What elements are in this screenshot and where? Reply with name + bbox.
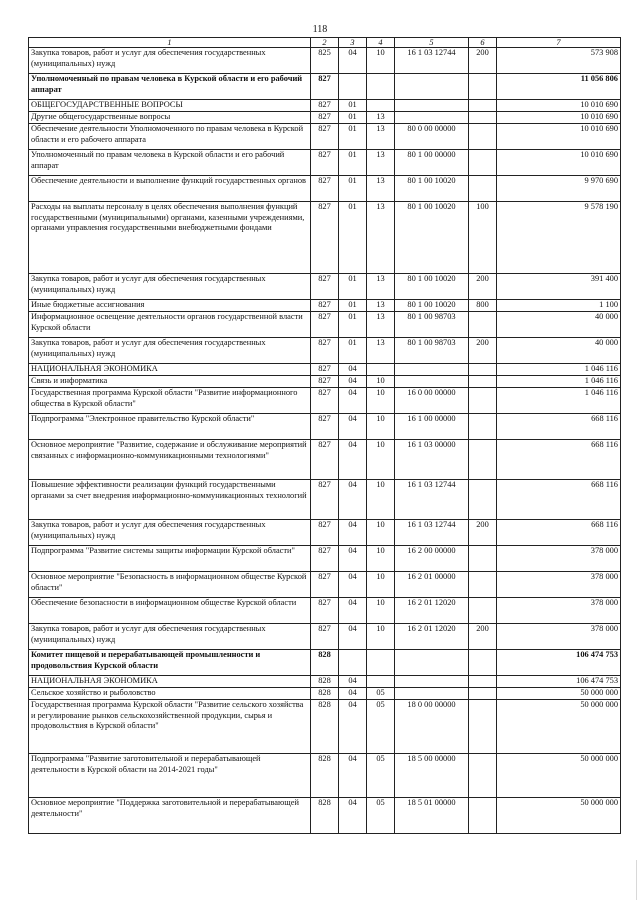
table-row: [29, 598, 621, 624]
table-row: [29, 650, 621, 676]
expense-type-cell: [469, 676, 497, 688]
section-code-cell: 01: [339, 312, 367, 338]
expense-type-cell: [469, 688, 497, 700]
amount-cell: 10 010 690: [497, 100, 621, 112]
item-name-cell: Закупка товаров, работ и услуг для обеспечения государственных (муниципальных) нужд: [29, 520, 311, 546]
table-row: [29, 520, 621, 546]
item-name-cell: Закупка товаров, работ и услуг для обеспечения государственных (муниципальных) нужд: [29, 338, 311, 364]
target-article-cell: 80 1 00 00000: [395, 150, 469, 176]
expense-type-cell: [469, 150, 497, 176]
subsection-code-cell: 10: [367, 520, 395, 546]
ministry-code-cell: 827: [311, 300, 339, 312]
target-article-cell: [395, 364, 469, 376]
ministry-code-cell: 825: [311, 48, 339, 74]
subsection-code-cell: 13: [367, 300, 395, 312]
ministry-code-cell: 827: [311, 598, 339, 624]
table-row: [29, 546, 621, 572]
table-row: [29, 274, 621, 300]
table-row: [29, 624, 621, 650]
subsection-code-cell: 13: [367, 312, 395, 338]
ministry-code-cell: 827: [311, 176, 339, 202]
amount-cell: 668 116: [497, 520, 621, 546]
section-code-cell: 04: [339, 624, 367, 650]
section-code-cell: 01: [339, 274, 367, 300]
amount-cell: 378 000: [497, 624, 621, 650]
ministry-code-cell: 827: [311, 376, 339, 388]
target-article-cell: 16 2 00 00000: [395, 546, 469, 572]
expense-type-cell: 100: [469, 202, 497, 274]
item-name-cell: Информационное освещение деятельности органов государственной власти Курской области: [29, 312, 311, 338]
amount-cell: 1 100: [497, 300, 621, 312]
expense-type-cell: [469, 388, 497, 414]
subsection-code-cell: 10: [367, 480, 395, 520]
expense-type-cell: [469, 312, 497, 338]
amount-cell: 391 400: [497, 274, 621, 300]
ministry-code-cell: 827: [311, 480, 339, 520]
section-code-cell: 04: [339, 480, 367, 520]
section-code-cell: 04: [339, 48, 367, 74]
section-code-cell: 04: [339, 754, 367, 798]
expense-type-cell: 200: [469, 48, 497, 74]
amount-cell: 378 000: [497, 572, 621, 598]
section-code-cell: 01: [339, 176, 367, 202]
ministry-code-cell: 827: [311, 274, 339, 300]
expense-type-cell: [469, 112, 497, 124]
section-code-cell: 04: [339, 546, 367, 572]
ministry-code-cell: 828: [311, 700, 339, 754]
section-code-cell: 01: [339, 338, 367, 364]
section-code-cell: 04: [339, 388, 367, 414]
expense-type-cell: [469, 100, 497, 112]
table-row: [29, 440, 621, 480]
item-name-cell: Обеспечение деятельности Уполномоченного по правам человека в Курской области и его рабочего аппарата: [29, 124, 311, 150]
table-row: [29, 312, 621, 338]
table-row: [29, 376, 621, 388]
ministry-code-cell: 828: [311, 798, 339, 834]
amount-cell: 10 010 690: [497, 150, 621, 176]
target-article-cell: [395, 376, 469, 388]
subsection-code-cell: 13: [367, 124, 395, 150]
ministry-code-cell: 827: [311, 150, 339, 176]
item-name-cell: Повышение эффективности реализации функций государственными органами за счет внедрения информационно-коммуникационных технологий: [29, 480, 311, 520]
item-name-cell: Иные бюджетные ассигнования: [29, 300, 311, 312]
expense-type-cell: [469, 480, 497, 520]
amount-cell: 50 000 000: [497, 754, 621, 798]
amount-cell: 50 000 000: [497, 688, 621, 700]
amount-cell: 9 578 190: [497, 202, 621, 274]
item-name-cell: НАЦИОНАЛЬНАЯ ЭКОНОМИКА: [29, 364, 311, 376]
ministry-code-cell: 827: [311, 414, 339, 440]
target-article-cell: 16 2 01 00000: [395, 572, 469, 598]
table-row: [29, 74, 621, 100]
table-row: [29, 754, 621, 798]
table-row: [29, 388, 621, 414]
target-article-cell: 16 1 03 00000: [395, 440, 469, 480]
header-cell: 6: [469, 38, 497, 48]
amount-cell: 106 474 753: [497, 676, 621, 688]
item-name-cell: Обеспечение деятельности и выполнение функций государственных органов: [29, 176, 311, 202]
target-article-cell: 18 5 00 00000: [395, 754, 469, 798]
ministry-code-cell: 827: [311, 440, 339, 480]
header-cell: 3: [339, 38, 367, 48]
item-name-cell: Закупка товаров, работ и услуг для обеспечения государственных (муниципальных) нужд: [29, 274, 311, 300]
section-code-cell: 04: [339, 688, 367, 700]
ministry-code-cell: 827: [311, 546, 339, 572]
table-row: [29, 688, 621, 700]
section-code-cell: 04: [339, 364, 367, 376]
subsection-code-cell: 10: [367, 546, 395, 572]
section-code-cell: 01: [339, 300, 367, 312]
section-code-cell: 04: [339, 440, 367, 480]
subsection-code-cell: [367, 74, 395, 100]
expense-type-cell: 800: [469, 300, 497, 312]
amount-cell: 40 000: [497, 312, 621, 338]
table-row: [29, 150, 621, 176]
header-cell: 5: [395, 38, 469, 48]
ministry-code-cell: 827: [311, 202, 339, 274]
amount-cell: 378 000: [497, 598, 621, 624]
ministry-code-cell: 828: [311, 754, 339, 798]
table-row: [29, 480, 621, 520]
target-article-cell: 80 1 00 10020: [395, 202, 469, 274]
table-row: [29, 124, 621, 150]
ministry-code-cell: 827: [311, 124, 339, 150]
amount-cell: 106 474 753: [497, 650, 621, 676]
item-name-cell: Государственная программа Курской области "Развитие сельского хозяйства и регулирование рынков сельскохозяйственной продукции, сырья и продовольствия в Курской области": [29, 700, 311, 754]
amount-cell: 668 116: [497, 414, 621, 440]
target-article-cell: 16 2 01 12020: [395, 624, 469, 650]
section-code-cell: 04: [339, 520, 367, 546]
target-article-cell: 80 1 00 10020: [395, 274, 469, 300]
expense-type-cell: [469, 572, 497, 598]
target-article-cell: 18 0 00 00000: [395, 700, 469, 754]
item-name-cell: Основное мероприятие "Развитие, содержание и обслуживание мероприятий связанных с информационно-коммуникационными технологиями": [29, 440, 311, 480]
expense-type-cell: [469, 598, 497, 624]
item-name-cell: Другие общегосударственные вопросы: [29, 112, 311, 124]
ministry-code-cell: 827: [311, 388, 339, 414]
ministry-code-cell: 828: [311, 676, 339, 688]
header-cell: 7: [497, 38, 621, 48]
target-article-cell: 80 1 00 10020: [395, 176, 469, 202]
expense-type-cell: [469, 364, 497, 376]
section-code-cell: 01: [339, 100, 367, 112]
amount-cell: 50 000 000: [497, 798, 621, 834]
ministry-code-cell: 827: [311, 100, 339, 112]
target-article-cell: [395, 688, 469, 700]
item-name-cell: Подпрограмма "Развитие заготовительной и перерабатывающей деятельности в Курской области на 2014-2021 годы": [29, 754, 311, 798]
expense-type-cell: [469, 414, 497, 440]
subsection-code-cell: 10: [367, 598, 395, 624]
ministry-code-cell: 827: [311, 572, 339, 598]
page-number: 118: [312, 24, 328, 35]
item-name-cell: НАЦИОНАЛЬНАЯ ЭКОНОМИКА: [29, 676, 311, 688]
ministry-code-cell: 827: [311, 624, 339, 650]
subsection-code-cell: 10: [367, 376, 395, 388]
section-code-cell: 01: [339, 124, 367, 150]
amount-cell: 10 010 690: [497, 112, 621, 124]
amount-cell: 9 970 690: [497, 176, 621, 202]
item-name-cell: Обеспечение безопасности в информационном обществе Курской области: [29, 598, 311, 624]
expense-type-cell: [469, 376, 497, 388]
item-name-cell: Основное мероприятие "Безопасность в информационном обществе Курской области": [29, 572, 311, 598]
expense-type-cell: 200: [469, 624, 497, 650]
subsection-code-cell: 10: [367, 624, 395, 650]
ministry-code-cell: 827: [311, 338, 339, 364]
expense-type-cell: [469, 650, 497, 676]
subsection-code-cell: 13: [367, 150, 395, 176]
amount-cell: 50 000 000: [497, 700, 621, 754]
table-row: [29, 572, 621, 598]
target-article-cell: 80 0 00 00000: [395, 124, 469, 150]
subsection-code-cell: 13: [367, 338, 395, 364]
subsection-code-cell: 10: [367, 440, 395, 480]
item-name-cell: Закупка товаров, работ и услуг для обеспечения государственных (муниципальных) нужд: [29, 624, 311, 650]
section-code-cell: 04: [339, 798, 367, 834]
subsection-code-cell: 10: [367, 388, 395, 414]
item-name-cell: ОБЩЕГОСУДАРСТВЕННЫЕ ВОПРОСЫ: [29, 100, 311, 112]
expense-type-cell: [469, 124, 497, 150]
header-row: [29, 38, 621, 48]
target-article-cell: 16 0 00 00000: [395, 388, 469, 414]
table-row: [29, 338, 621, 364]
subsection-code-cell: 10: [367, 414, 395, 440]
table-row: [29, 112, 621, 124]
ministry-code-cell: 827: [311, 520, 339, 546]
ministry-code-cell: 828: [311, 650, 339, 676]
target-article-cell: 80 1 00 98703: [395, 312, 469, 338]
amount-cell: 378 000: [497, 546, 621, 572]
subsection-code-cell: 05: [367, 700, 395, 754]
budget-table: [28, 37, 621, 834]
section-code-cell: 04: [339, 414, 367, 440]
target-article-cell: [395, 650, 469, 676]
section-code-cell: 04: [339, 376, 367, 388]
header-cell: 4: [367, 38, 395, 48]
header-cell: 2: [311, 38, 339, 48]
subsection-code-cell: 13: [367, 274, 395, 300]
subsection-code-cell: 05: [367, 688, 395, 700]
section-code-cell: 04: [339, 572, 367, 598]
ministry-code-cell: 827: [311, 364, 339, 376]
ministry-code-cell: 828: [311, 688, 339, 700]
item-name-cell: Подпрограмма "Электронное правительство Курской области": [29, 414, 311, 440]
target-article-cell: [395, 676, 469, 688]
ministry-code-cell: 827: [311, 312, 339, 338]
expense-type-cell: [469, 176, 497, 202]
expense-type-cell: [469, 546, 497, 572]
amount-cell: 1 046 116: [497, 388, 621, 414]
item-name-cell: Закупка товаров, работ и услуг для обеспечения государственных (муниципальных) нужд: [29, 48, 311, 74]
target-article-cell: [395, 100, 469, 112]
item-name-cell: Расходы на выплаты персоналу в целях обеспечения выполнения функций государственными (муниципальными) органами, казенными учреждениями, органами управления государственными внебюджетными фондами: [29, 202, 311, 274]
target-article-cell: 80 1 00 10020: [395, 300, 469, 312]
item-name-cell: Сельское хозяйство и рыболовство: [29, 688, 311, 700]
subsection-code-cell: 13: [367, 112, 395, 124]
table-row: [29, 202, 621, 274]
subsection-code-cell: 13: [367, 176, 395, 202]
item-name-cell: Уполномоченный по правам человека в Курской области и его рабочий аппарат: [29, 150, 311, 176]
amount-cell: 40 000: [497, 338, 621, 364]
target-article-cell: 16 1 03 12744: [395, 480, 469, 520]
amount-cell: 11 056 806: [497, 74, 621, 100]
ministry-code-cell: 827: [311, 74, 339, 100]
table-row: [29, 676, 621, 688]
target-article-cell: 18 5 01 00000: [395, 798, 469, 834]
target-article-cell: [395, 74, 469, 100]
target-article-cell: 16 1 03 12744: [395, 520, 469, 546]
expense-type-cell: [469, 700, 497, 754]
table-row: [29, 700, 621, 754]
subsection-code-cell: 05: [367, 754, 395, 798]
amount-cell: 10 010 690: [497, 124, 621, 150]
subsection-code-cell: 10: [367, 48, 395, 74]
section-code-cell: 04: [339, 598, 367, 624]
amount-cell: 573 908: [497, 48, 621, 74]
subsection-code-cell: [367, 100, 395, 112]
subsection-code-cell: 10: [367, 572, 395, 598]
expense-type-cell: [469, 754, 497, 798]
amount-cell: 668 116: [497, 440, 621, 480]
item-name-cell: Связь и информатика: [29, 376, 311, 388]
section-code-cell: 01: [339, 202, 367, 274]
expense-type-cell: [469, 74, 497, 100]
section-code-cell: [339, 74, 367, 100]
item-name-cell: Комитет пищевой и перерабатывающей промышленности и продовольствия Курской области: [29, 650, 311, 676]
amount-cell: 1 046 116: [497, 364, 621, 376]
table-row: [29, 100, 621, 112]
target-article-cell: 16 1 00 00000: [395, 414, 469, 440]
table-row: [29, 300, 621, 312]
subsection-code-cell: 05: [367, 798, 395, 834]
subsection-code-cell: [367, 676, 395, 688]
target-article-cell: [395, 112, 469, 124]
item-name-cell: Подпрограмма "Развитие системы защиты информации Курской области": [29, 546, 311, 572]
subsection-code-cell: 13: [367, 202, 395, 274]
ministry-code-cell: 827: [311, 112, 339, 124]
header-cell: 1: [29, 38, 311, 48]
item-name-cell: Уполномоченный по правам человека в Курской области и его рабочий аппарат: [29, 74, 311, 100]
expense-type-cell: 200: [469, 338, 497, 364]
table-row: [29, 414, 621, 440]
table-row: [29, 176, 621, 202]
item-name-cell: Основное мероприятие "Поддержка заготовительной и перерабатывающей деятельности": [29, 798, 311, 834]
target-article-cell: 80 1 00 98703: [395, 338, 469, 364]
section-code-cell: 01: [339, 150, 367, 176]
amount-cell: 668 116: [497, 480, 621, 520]
target-article-cell: 16 1 03 12744: [395, 48, 469, 74]
table-row: [29, 798, 621, 834]
section-code-cell: 04: [339, 676, 367, 688]
subsection-code-cell: [367, 650, 395, 676]
section-code-cell: 04: [339, 700, 367, 754]
section-code-cell: 01: [339, 112, 367, 124]
item-name-cell: Государственная программа Курской области "Развитие информационного общества в Курской области": [29, 388, 311, 414]
table-row: [29, 364, 621, 376]
section-code-cell: [339, 650, 367, 676]
expense-type-cell: 200: [469, 274, 497, 300]
expense-type-cell: 200: [469, 520, 497, 546]
subsection-code-cell: [367, 364, 395, 376]
expense-type-cell: [469, 798, 497, 834]
target-article-cell: 16 2 01 12020: [395, 598, 469, 624]
scan-edge-mark: [636, 860, 637, 900]
table-row: [29, 48, 621, 74]
expense-type-cell: [469, 440, 497, 480]
table-body: [29, 48, 621, 834]
amount-cell: 1 046 116: [497, 376, 621, 388]
